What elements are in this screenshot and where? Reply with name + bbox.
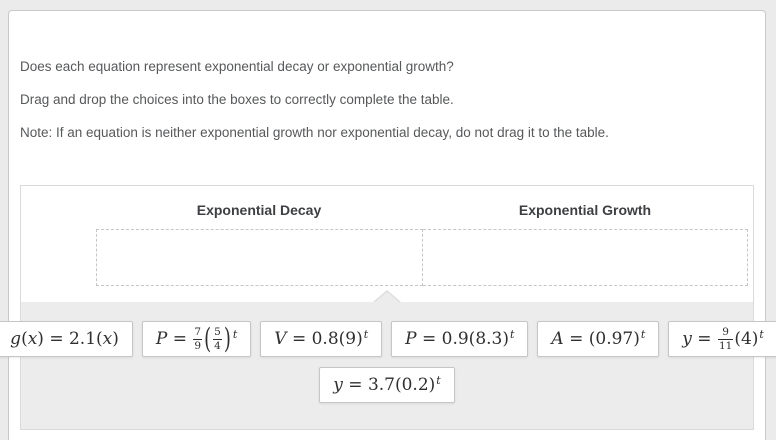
table-header-row: [96, 202, 748, 218]
choices-tray: [10, 302, 764, 429]
column-header-exponential-decay: Exponential Decay: [196, 202, 322, 218]
equation-chip[interactable]: y = 3.7(0.2) t: [319, 367, 454, 403]
note-text: Note: If an equation is neither exponential growth nor exponential decay, do not drag it to the table.: [20, 125, 609, 140]
answer-table: [21, 186, 753, 302]
drop-zone-exponential-growth[interactable]: [423, 229, 749, 286]
question-prompt: Does each equation represent exponential decay or exponential growth?: [20, 59, 454, 74]
equation-chip[interactable]: V = 0.8(9) t: [260, 321, 382, 357]
equation-chip[interactable]: A = (0.97) t: [537, 321, 659, 357]
question-card: [8, 10, 766, 440]
tray-row: [39, 367, 735, 403]
drop-zones: [96, 229, 748, 286]
equation-chip[interactable]: g ( x ) = 2.1( x ): [0, 321, 133, 357]
tray-rows: [10, 321, 764, 403]
caret-up-icon-fill: [374, 292, 400, 303]
column-header-exponential-growth: Exponential Growth: [518, 202, 652, 218]
answer-widget: [10, 185, 764, 430]
tray-row: [10, 321, 764, 357]
equation-chip[interactable]: y = $\frac{9}{11}$ (4) t: [668, 321, 776, 357]
instructions: [20, 58, 754, 141]
equation-chip[interactable]: P = $\frac{7}{9}$ ( $\frac{5}{4}$ ) t: [142, 321, 251, 357]
drop-zone-exponential-decay[interactable]: [96, 229, 423, 286]
drag-drop-instruction: Drag and drop the choices into the boxes to correctly complete the table.: [20, 92, 454, 107]
equation-chip[interactable]: P = 0.9(8.3) t: [391, 321, 528, 357]
